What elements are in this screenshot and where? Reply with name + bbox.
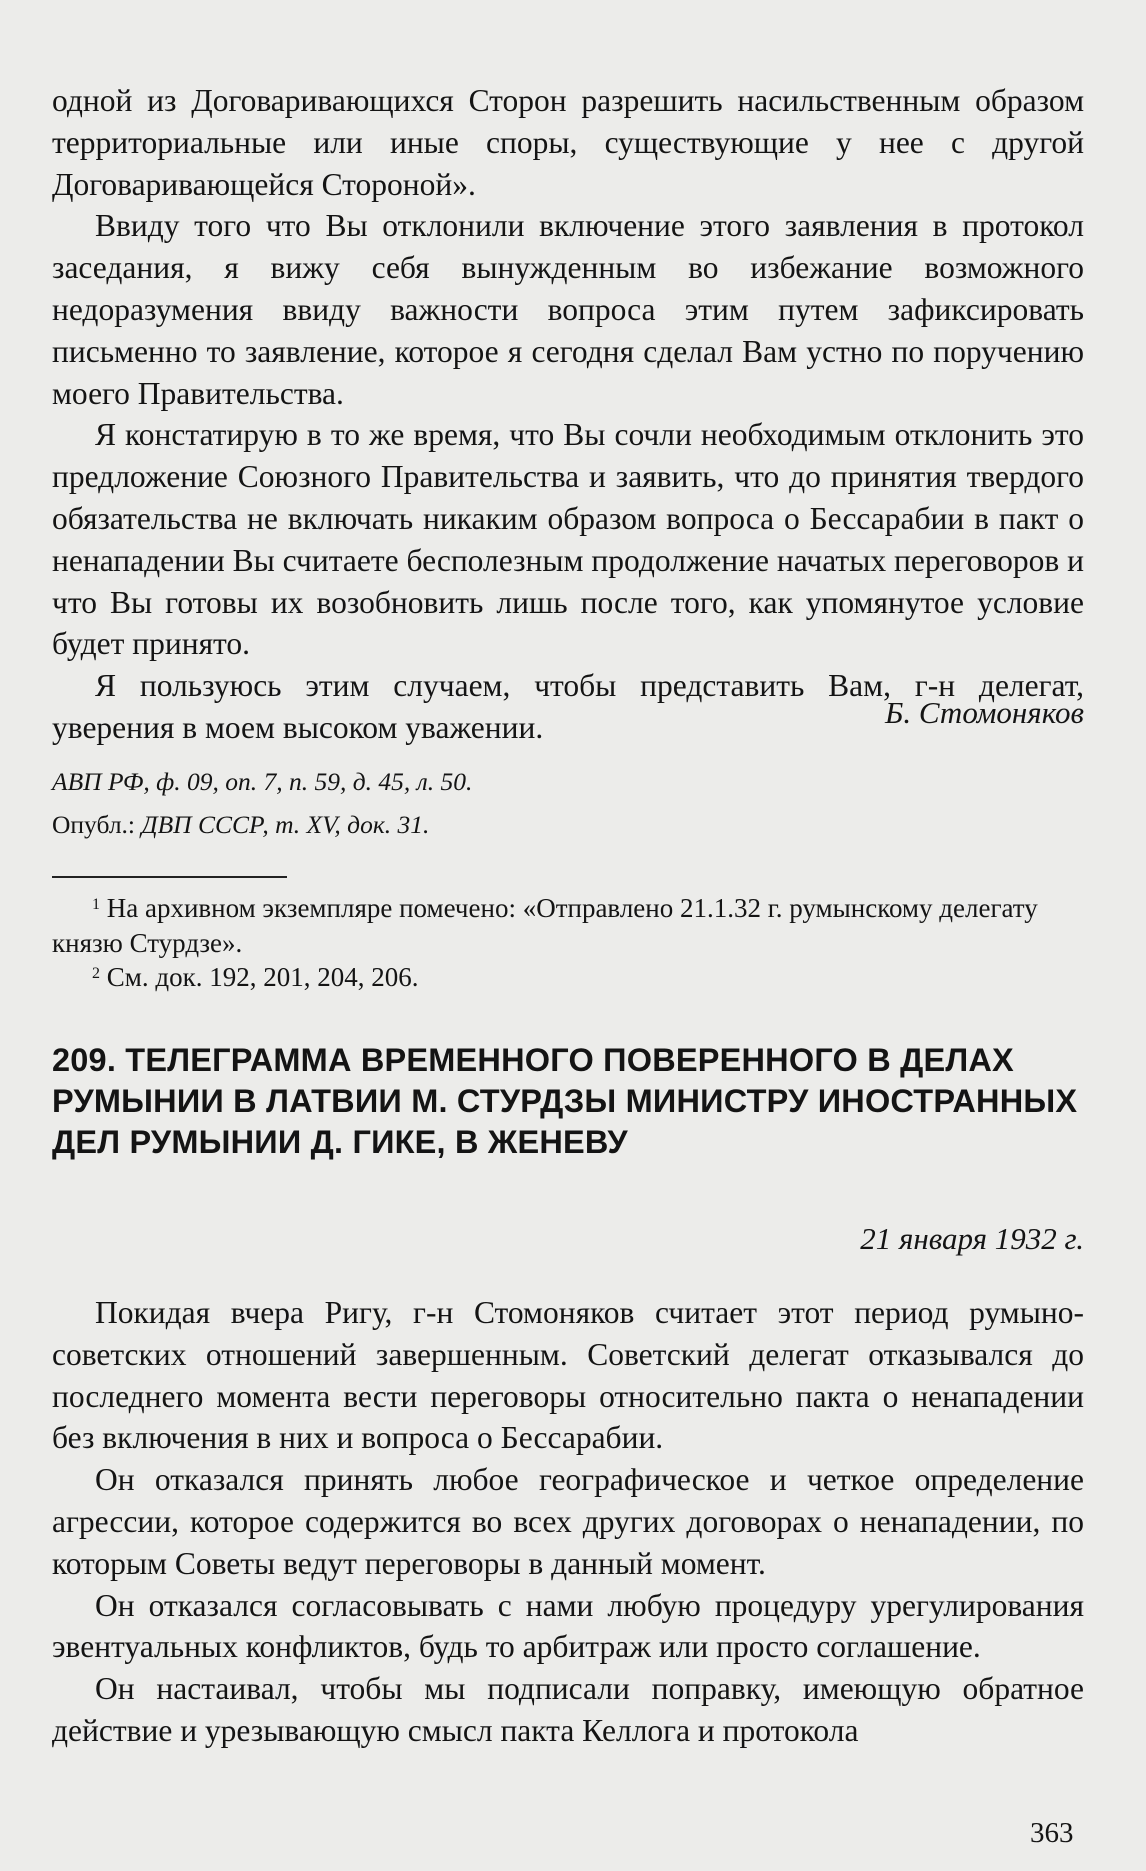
document-heading: 209. ТЕЛЕГРАММА ВРЕМЕННОГО ПОВЕРЕННОГО В ДЕЛАХ РУМЫНИИ В ЛАТВИИ М. СТУРДЗЫ МИНИСТРУ ИНОСТРАННЫХ ДЕЛ РУМЫНИИ Д. ГИКЕ, В ЖЕНЕВУ	[52, 1042, 1078, 1160]
footnote-2	[52, 956, 1084, 995]
footnote-1-mark: 1	[92, 896, 100, 913]
letter-paragraph-4: Я пользуюсь этим случаем, чтобы представить Вам, г-н делегат, уверения в моем высоком уважении.	[52, 668, 1084, 745]
letter-paragraph-3: Я констатирую в то же время, что Вы сочли необходимым отклонить это предложение Союзного Правительства и заявить, что до принятия твердого обязательства не включать никаким образом вопроса о Бессарабии в пакт о ненападении Вы считаете бесполезным продолжение начатых переговоров и что Вы готовы их возобновить лишь после того, как упомянутое условие будет принято.	[52, 417, 1084, 662]
document-body	[52, 1292, 1084, 1752]
document-paragraph-1: Покидая вчера Ригу, г-н Стомоняков считает этот период румыно-советских отношений завершенным. Советский делегат отказывался до последнего момента вести переговоры относительно пакта о ненападении без включения в них и вопроса о Бессарабии.	[52, 1295, 1084, 1456]
page-number: 363	[1030, 1817, 1074, 1849]
footnote-2-text: См. док. 192, 201, 204, 206.	[106, 962, 419, 992]
document-paragraph-2: Он отказался принять любое географическое и четкое определение агрессии, которое содержится во всех других договорах о ненападении, по которым Советы ведут переговоры в данный момент.	[52, 1462, 1084, 1581]
letter-body	[52, 80, 1084, 749]
publication-source	[52, 810, 429, 840]
footnote-2-mark: 2	[92, 965, 100, 982]
footnote-1	[52, 887, 1084, 961]
published-label: Опубл.:	[52, 810, 135, 839]
footnote-divider	[52, 876, 287, 878]
document-date: 21 января 1932 г.	[860, 1221, 1084, 1256]
archive-source: АВП РФ, ф. 09, оп. 7, п. 59, д. 45, л. 50.	[52, 767, 473, 796]
letter-paragraph-1: одной из Договаривающихся Сторон разрешить насильственным образом территориальные или иные споры, существующие у нее с другой Договаривающейся Стороной».	[52, 83, 1084, 202]
published-reference: ДВП СССР, т. XV, док. 31.	[141, 810, 430, 839]
document-paragraph-4: Он настаивал, чтобы мы подписали поправку, имеющую обратное действие и урезывающую смысл пакта Келлога и протокола	[52, 1671, 1084, 1748]
footnote-1-text: На архивном экземпляре помечено: «Отправлено 21.1.32 г. румынскому делегату князю Стурдзе».	[52, 893, 1038, 958]
signature: Б. Стомоняков	[885, 695, 1084, 730]
letter-paragraph-2: Ввиду того что Вы отклонили включение этого заявления в протокол заседания, я вижу себя вынужденным во избежание возможного недоразумения ввиду важности вопроса этим путем зафиксировать письменно то заявление, которое я сегодня сделал Вам устно по поручению моего Правительства.	[52, 208, 1084, 411]
document-paragraph-3: Он отказался согласовывать с нами любую процедуру урегулирования эвентуальных конфликтов, будь то арбитраж или просто соглашение.	[52, 1587, 1084, 1665]
